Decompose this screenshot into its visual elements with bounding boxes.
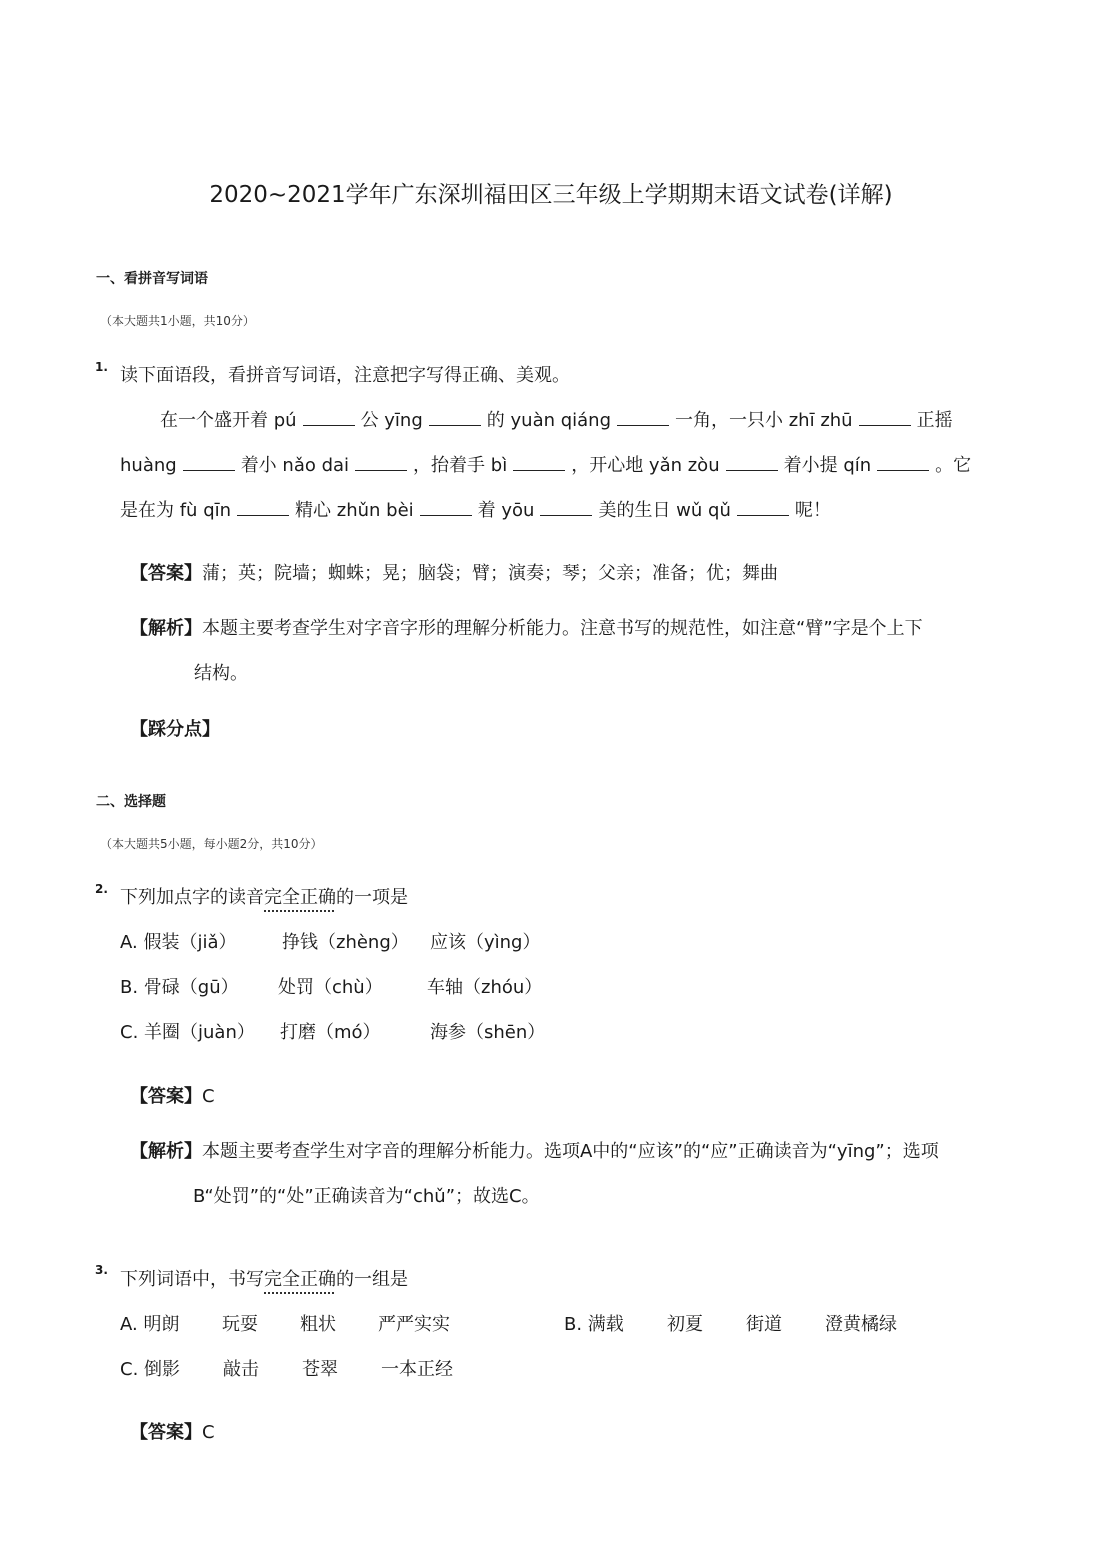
pinyin-segment: huàng	[120, 455, 177, 476]
question-3-prompt	[120, 1265, 408, 1291]
analysis-tag: 【解析】	[130, 618, 202, 639]
q1-analysis-line-2: 结构。	[194, 663, 248, 684]
answer-text: 蒲；英；院墙；蜘蛛；晃；脑袋；臂；演奏；琴；父亲；准备；优；舞曲	[202, 563, 778, 584]
pinyin-segment: 是在为 fù qīn	[120, 500, 232, 521]
question-1-prompt: 读下面语段，看拼音写词语，注意把字写得正确、美观。	[120, 365, 570, 386]
answer-blank[interactable]	[355, 456, 407, 471]
q3-option-c[interactable]	[120, 1355, 453, 1381]
q1-answer	[130, 559, 778, 585]
q2-option-c[interactable]	[120, 1018, 545, 1044]
option-item: B. 骨碌（gū）	[120, 977, 239, 998]
option-item: 初夏	[667, 1314, 703, 1335]
option-item: A. 明朗	[120, 1314, 180, 1335]
q2-analysis	[130, 1137, 939, 1163]
answer-tag: 【答案】	[130, 563, 202, 584]
option-item: 街道	[746, 1314, 782, 1335]
option-item: B. 满载	[564, 1314, 624, 1335]
answer-blank[interactable]	[420, 501, 472, 516]
option-item: 海参（shēn）	[430, 1022, 546, 1043]
prompt-text: 的一项是	[336, 887, 408, 908]
answer-blank[interactable]	[237, 501, 289, 516]
q2-analysis-line-2: B“处罚”的“处”正确读音为“chǔ”；故选C。	[193, 1186, 540, 1207]
analysis-tag: 【解析】	[130, 1141, 202, 1162]
analysis-text: 本题主要考查学生对字音的理解分析能力。选项A中的“应该”的“应”正确读音为“yīng”；选项	[202, 1141, 939, 1162]
pinyin-segment: 美的生日 wǔ qǔ	[598, 500, 731, 521]
emphasized-text: 完全正确	[264, 1269, 336, 1290]
option-item: 打磨（mó）	[280, 1022, 381, 1043]
pinyin-segment: ，抬着手 bì	[413, 455, 508, 476]
pinyin-segment: 。它	[935, 455, 972, 476]
section-2-note: （本大题共5小题，每小题2分，共10分）	[100, 837, 323, 851]
answer-blank[interactable]	[859, 411, 911, 426]
pinyin-line-1	[160, 406, 953, 432]
question-2-number: 2.	[95, 882, 108, 896]
pinyin-segment: 精心 zhǔn bèi	[295, 500, 414, 521]
q2-answer	[130, 1082, 215, 1108]
option-item: 应该（yìng）	[430, 932, 541, 953]
answer-blank[interactable]	[617, 411, 669, 426]
pinyin-line-3	[120, 496, 831, 522]
option-item: C. 倒影	[120, 1359, 181, 1380]
option-item: 澄黄橘绿	[825, 1314, 897, 1335]
answer-tag: 【答案】	[130, 1422, 202, 1443]
answer-blank[interactable]	[726, 456, 778, 471]
option-item: 玩耍	[222, 1314, 258, 1335]
q2-option-b[interactable]	[120, 973, 542, 999]
pinyin-segment: 着小 nǎo dai	[240, 455, 350, 476]
option-item: 一本正经	[381, 1359, 453, 1380]
pinyin-segment: 着 yōu	[477, 500, 535, 521]
option-item: A. 假装（jiǎ）	[120, 932, 237, 953]
q3-option-b[interactable]	[564, 1310, 897, 1336]
answer-tag: 【答案】	[130, 1086, 202, 1107]
answer-blank[interactable]	[429, 411, 481, 426]
prompt-text: 下列词语中，书写	[120, 1269, 264, 1290]
pinyin-segment: 呢！	[794, 500, 831, 521]
section-1-note: （本大题共1小题，共10分）	[100, 314, 255, 328]
option-item: 苍翠	[302, 1359, 338, 1380]
answer-blank[interactable]	[737, 501, 789, 516]
q3-answer	[130, 1418, 215, 1444]
option-item: C. 羊圈（juàn）	[120, 1022, 255, 1043]
pinyin-segment: 的 yuàn qiáng	[486, 410, 612, 431]
prompt-text: 下列加点字的读音	[120, 887, 264, 908]
prompt-text: 的一组是	[336, 1269, 408, 1290]
pinyin-segment: 在一个盛开着 pú	[160, 410, 297, 431]
answer-blank[interactable]	[303, 411, 355, 426]
pinyin-segment: 正摇	[916, 410, 953, 431]
pinyin-segment: 一角，一只小 zhī zhū	[675, 410, 853, 431]
option-item: 敲击	[223, 1359, 259, 1380]
q1-points-tag: 【踩分点】	[130, 719, 220, 740]
page-title: 2020~2021学年广东深圳福田区三年级上学期期末语文试卷(详解)	[209, 182, 893, 208]
answer-text: C	[202, 1422, 215, 1443]
answer-blank[interactable]	[513, 456, 565, 471]
option-item: 车轴（zhóu）	[427, 977, 543, 998]
option-item: 处罚（chù）	[278, 977, 383, 998]
question-3-number: 3.	[95, 1263, 108, 1277]
pinyin-segment: 着小提 qín	[783, 455, 872, 476]
pinyin-line-2	[120, 451, 971, 477]
pinyin-segment: ，开心地 yǎn zòu	[571, 455, 720, 476]
pinyin-segment: 公 yīng	[360, 410, 423, 431]
q2-option-a[interactable]	[120, 928, 541, 954]
answer-blank[interactable]	[183, 456, 235, 471]
answer-blank[interactable]	[877, 456, 929, 471]
question-1-number: 1.	[95, 360, 108, 374]
answer-blank[interactable]	[540, 501, 592, 516]
option-item: 挣钱（zhèng）	[282, 932, 409, 953]
section-2-title: 二、选择题	[96, 794, 166, 810]
q3-option-a[interactable]	[120, 1310, 450, 1336]
emphasized-text: 完全正确	[264, 887, 336, 908]
section-1-title: 一、看拼音写词语	[96, 271, 208, 287]
option-item: 严严实实	[378, 1314, 450, 1335]
answer-text: C	[202, 1086, 215, 1107]
option-item: 粗状	[300, 1314, 336, 1335]
q1-analysis	[130, 614, 923, 640]
question-2-prompt	[120, 883, 408, 909]
analysis-text: 本题主要考查学生对字音字形的理解分析能力。注意书写的规范性，如注意“臂”字是个上下	[202, 618, 923, 639]
